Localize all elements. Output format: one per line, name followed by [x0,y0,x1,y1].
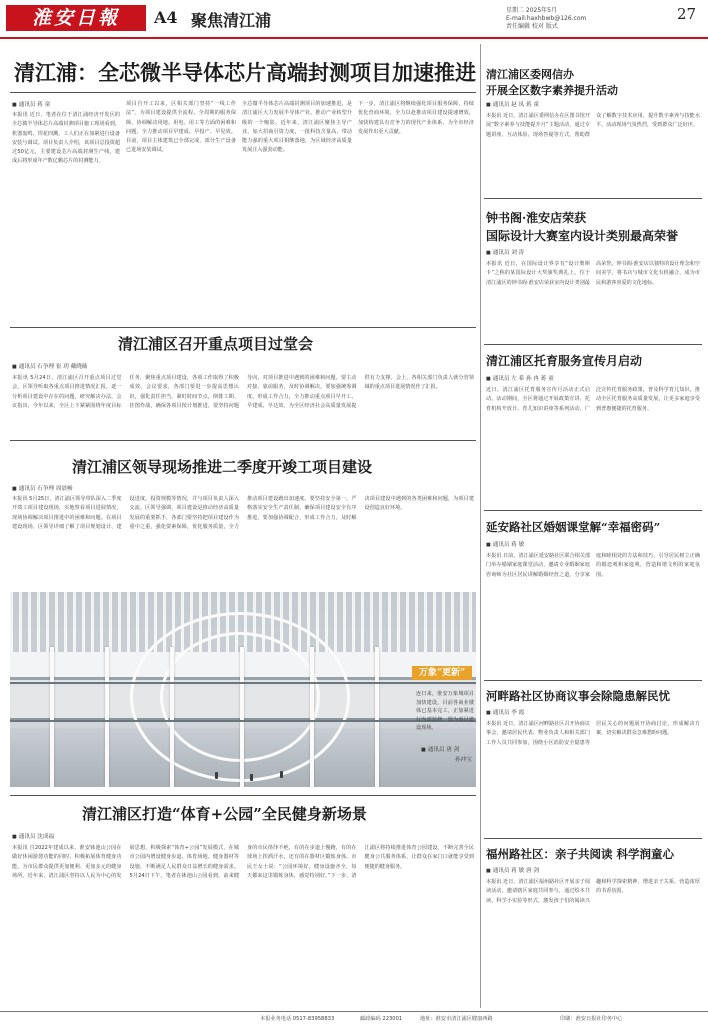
footer-printer: 印刷：淮安日报社印务中心 [560,1016,623,1022]
photo-column [170,647,174,787]
article3-headline: 清江浦区领导现场推进二季度开竣工项目建设 [72,458,373,476]
photo-column [240,647,244,787]
article4-rule [10,795,476,796]
sidebar-item5-body: 本报讯 近日，清江浦区河畔路社区召开协商议事会，邀请居民代表、物业负责人和相关部门工作人员共同参加，围绕小区消防安全隐患等居民关心的问题展开协商讨论，形成解决方案，切实解决群众急难愁盼问题。 [486,721,700,746]
sidebar-item6-body: 本报讯 近日，清江浦区福州路社区开展亲子阅读活动，邀请辖区家庭共同参与，通过绘本共读、科学小实验等形式，激发孩子们的阅读兴趣和科学探索精神，增进亲子关系，营造浓厚的书香氛围。 [486,879,700,904]
sidebar-item2-byline: ■ 通讯员 刘 涛 [486,248,524,256]
page-number: 27 [677,5,697,23]
sidebar-item5-byline: ■ 通讯员 李 霞 [486,708,524,716]
article2-rule [10,327,476,328]
photo-caption: 连日来，淮安万象城项目加快建设，目前各商业楼体已基本完工，正加紧进行内部装修。图为项目建设现场。 [416,691,474,732]
newspaper-logo [6,5,146,31]
footer-address: 地址：淮安市清江浦区健康西路 [420,1016,493,1022]
section-name: 聚焦清江浦 [191,11,272,30]
sidebar-item2-subtitle: 国际设计大赛室内设计类别最高荣誉 [486,229,679,243]
article3-rule [10,440,476,441]
sidebar-item1-title: 清江浦区委网信办 [486,68,574,81]
sidebar-rule [484,344,702,345]
article1-col1: 本报讯 近日，笔者在位于清江浦经济开发区的全芯微半导体芯片高端封测项目施工现场看到，机器轰鸣、焊花四溅，工人们正在加紧进行设备安装与调试。项目负责人介绍，该项目总投资超过50亿元，主要建设芯片高端封测生产线，建成后将形成年产数亿颗芯片的封测能力。 [12,112,120,165]
masthead [0,0,708,37]
article1-col2: 项目自开工以来，区相关部门坚持“一线工作法”，为项目建设提供全流程、全周期的服务保障，协调解决用地、用电、用工等方面的困难和问题，全力推动项目早建成、早投产、早见效。目前，项目主体建筑已全部完成，部分生产设备已进场安装调试。 [126,101,236,154]
photo-railing [10,720,476,722]
photo-credit: ■ 通讯员 唐 剑 [421,746,471,755]
sidebar-item1-body: 本报讯 近日，清江浦区委网信办在区图书馆开展“数字素养与技能提升月”主题活动，通过专题讲座、互动体验、现场答疑等方式，帮助群众了解数字技术应用，提升数字素养与技能水平。活动现场气氛热烈，受到群众广泛好评。 [486,113,700,138]
article4-body: 本报讯 自2022年建成以来，淮安钵池山公园在做好休闲游憩功能的同时，积极拓展体育健身功能，为市民群众提供更加便利、更加多元的健身场所。近年来，清江浦区坚持以人民为中心的发展思想，积极探索“体育+公园”发展模式，在城市公园内增设健身步道、体育场地、健身器材等设施，不断满足人民群众日益增长的健身需求。5月24日下午，笔者在钵池山公园看到，前来健身的市民络绎不绝，有的在步道上慢跑，有的在球场上挥洒汗水，还有的在器材区锻炼身体。市民王女士说：“公园环境好，健身设施齐全，每天都来这里锻炼身体，感觉特别好。”下一步，清江浦区将持续推进体育公园建设，不断完善全民健身公共服务体系，让群众在家门口就能享受到便捷的健身服务。 [12,845,474,879]
photo-column [375,647,379,787]
photo-column [50,647,54,787]
article2-body: 本报讯 5月24日，清江浦区召开重点项目过堂会，区领导听取各重点项目推进情况汇报，逐一分析项目建设中存在的问题，研究解决办法。会议指出，今年以来，全区上下紧紧围绕年度目标任务，聚焦重点项目建设，各项工作取得了积极成效。会议要求，各部门要进一步提高思想认识，强化责任担当，紧盯时间节点，倒排工期、挂图作战，确保各项目按计划推进。要坚持问题导向，对项目推进中遇到的困难和问题，要主动对接、靠前服务，及时协调解决。要加强统筹调度，形成工作合力，全力推动重点项目早开工、早建成、早达效，为全区经济社会高质量发展提供有力支撑。会上，各相关部门负责人就分管领域的重点项目进展情况作了汇报。 [12,375,474,409]
sidebar-item4-byline: ■ 通讯员 蒋 敏 [486,540,524,548]
article1-headline: 清江浦：全芯微半导体芯片高端封测项目加速推进 [14,60,476,85]
logo-text: 淮安日報 [31,7,120,29]
photo-credit-2: 孙冲宝 [455,757,472,763]
photo-person [280,771,283,778]
sidebar-item3-body: 近日，清江浦区托育服务宣传月活动正式启动。活动期间，全区将通过开展政策宣讲、托育机构开放日、育儿知识讲座等系列活动，广泛宣传托育服务政策，普及科学育儿知识，推动全区托育服务高质量发展，让更多家庭享受到普惠便捷的托育服务。 [486,387,700,412]
photo-railing [10,682,476,684]
article3-body: 本报讯 5月25日，清江浦区领导带队深入二季度开竣工项目建设现场，实地察看项目进展情况，现场协调解决项目推进中的困难和问题。在项目建设现场，区领导详细了解了项目规划设计、建设进度、投资规模等情况，并与项目负责人深入交流。区领导强调，项目建设是推动经济高质量发展的重要抓手，各部门要坚持把项目建设作为重中之重，强化要素保障，优化服务质量，全力推动项目建设跑出加速度。要坚持安全第一，严格落实安全生产责任制，确保项目建设安全有序推进。要加强协调配合，形成工作合力，及时解决项目建设中遇到的各类困难和问题，为项目建设创造良好环境。 [12,496,474,530]
sidebar-rule [484,510,702,511]
news-photo [10,592,476,787]
photo-person [215,772,218,779]
article2-headline: 清江浦区召开重点项目过堂会 [118,335,314,353]
article3-byline: ■ 通讯员 石争理 周晨畅 [12,484,73,492]
masthead-meta [506,7,676,31]
article1-rule [10,92,476,93]
sidebar-item4-title: 延安路社区婚姻课堂解“幸福密码” [486,520,661,534]
sidebar-item5-title: 河畔路社区协商议事会除隐患解民忧 [486,689,670,703]
sidebar-item3-title: 清江浦区托育服务宣传月启动 [486,354,643,368]
article4-headline: 清江浦区打造“体育+公园”全民健身新场景 [82,805,367,823]
article2-byline: ■ 通讯员 石争理 崔 玥 戴晓薇 [12,362,87,370]
meta-email: E-mail:haxhbwb@126.com [506,15,587,22]
article1-col3: 全芯微半导体芯片高端封测项目的加速推进，是清江浦区大力发展半导体产业、推动产业转型升级的一个缩影。近年来，清江浦区聚焦主导产业，加大招商引资力度，一批科技含量高、带动能力强的重大项目相继落地，为区域经济高质量发展注入强劲动能。 [242,101,352,154]
sidebar-item4-body: 本报讯 日前，清江浦区延安路社区联合相关部门举办婚姻家庭课堂活动，邀请专业婚姻家庭咨询师为社区居民讲解婚姻经营之道，分享家庭和睦相处的方法和技巧，引导居民树立正确的婚恋观和家庭观，营造和谐文明的家庭氛围。 [486,553,700,578]
footer-rule [0,1011,708,1012]
sidebar-item1-subtitle: 开展全区数字素养提升活动 [486,84,618,97]
photo-label: 万象“更新” [412,666,472,680]
sidebar-item2-title: 钟书阁·淮安店荣获 [486,211,587,225]
sidebar-rule [484,838,702,839]
footer-phone: 本报业务电话 0517-83958833 [260,1016,335,1022]
photo-person [250,774,253,781]
article1-col4: 下一步，清江浦区将继续强化项目服务保障，持续优化营商环境，全力以赴推动项目建设提速增效，加快构建具有竞争力的现代产业体系，为全市经济发展作出更大贡献。 [358,101,474,135]
photo-column [310,647,314,787]
sidebar-item3-byline: ■ 通讯员 左 希 孙 冉 蒋 童 [486,374,554,382]
article1-byline: ■ 通讯员 蒋 童 [12,100,50,108]
meta-date: 星期二 2025年5月 [506,7,557,14]
footer-postcode: 邮政编码 223001 [360,1016,403,1022]
photo-column [105,647,109,787]
sidebar-item1-byline: ■ 通讯员 赵 凤 蒋 童 [486,100,539,108]
masthead-rule [0,37,708,39]
sidebar-item2-body: 本报讯 近日，在国际设计界享有“设计奥斯卡”之称的某国际设计大奖颁奖典礼上，位于清江浦区的钟书阁·淮安店荣获室内设计类别最高荣誉。钟书阁·淮安店以独特的设计理念和空间美学，将书店与城市文化有机融合，成为市民和游客喜爱的文化地标。 [486,261,700,286]
sidebar-rule [484,198,702,199]
column-divider [480,44,481,1008]
sidebar-item6-title: 福州路社区：亲子共阅读 科学润童心 [486,847,675,861]
sidebar-item6-byline: ■ 通讯员 蒋 敏 唐 剑 [486,866,539,874]
article4-byline: ■ 通讯员 沈成福 [12,832,54,840]
page-code: A4 [154,8,178,27]
sidebar-rule [484,680,702,681]
meta-editors: 责任编辑 校对 版式 [506,23,558,30]
